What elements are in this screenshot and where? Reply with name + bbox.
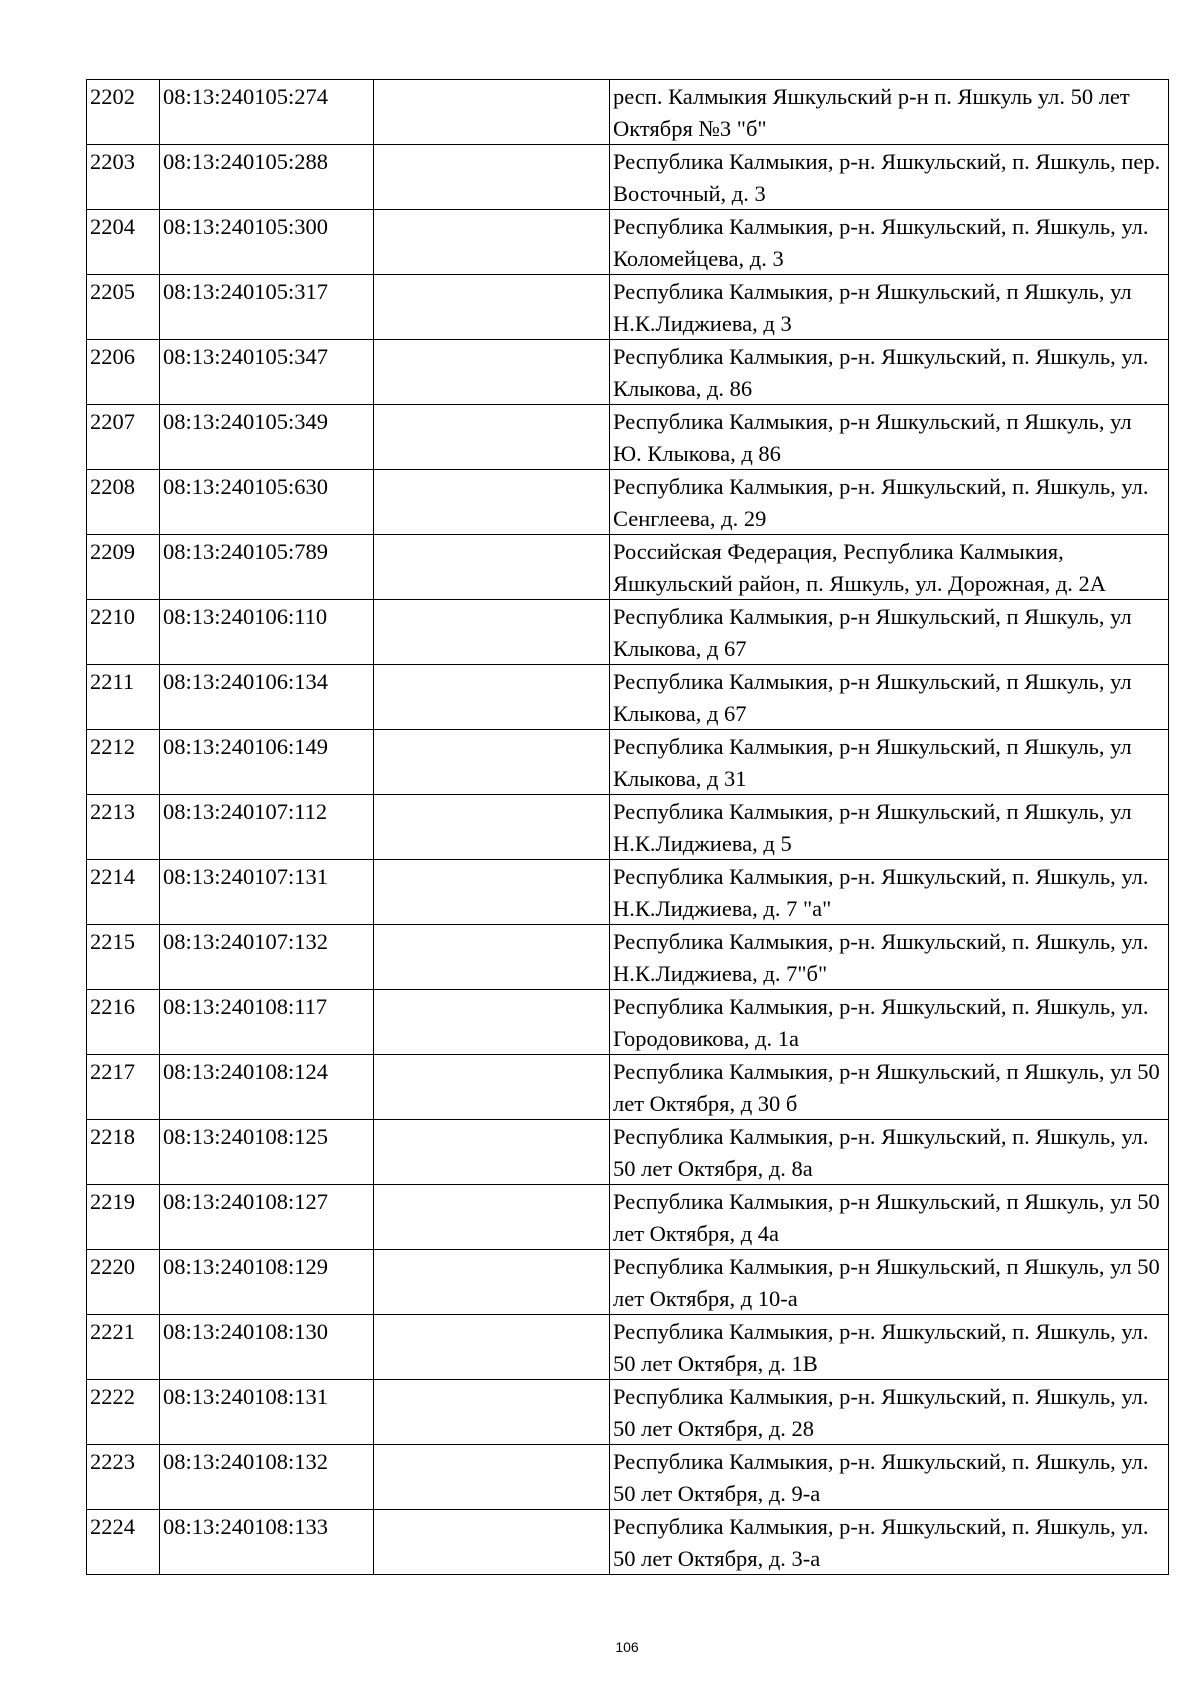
address-cell: Республика Калмыкия, р-н. Яшкульский, п. Яшкуль, ул. Н.К.Лиджиева, д. 7 "а": [610, 860, 1169, 925]
row-number-cell: 2222: [87, 1380, 160, 1445]
address-cell: Республика Калмыкия, р-н Яшкульский, п Яшкуль, ул Клыкова, д 31: [610, 730, 1169, 795]
empty-cell: [374, 730, 610, 795]
cadastral-number-cell: 08:13:240108:132: [160, 1445, 374, 1510]
row-number-cell: 2223: [87, 1445, 160, 1510]
empty-cell: [374, 405, 610, 470]
address-cell: Республика Калмыкия, р-н. Яшкульский, п. Яшкуль, ул. Клыкова, д. 86: [610, 340, 1169, 405]
row-number-cell: 2212: [87, 730, 160, 795]
table-row: [87, 1120, 1169, 1185]
page-number: 106: [615, 1639, 639, 1655]
table-row: [87, 145, 1169, 210]
empty-cell: [374, 80, 610, 145]
cadastral-number-cell: 08:13:240105:317: [160, 275, 374, 340]
table-row: [87, 210, 1169, 275]
row-number-cell: 2221: [87, 1315, 160, 1380]
address-cell: Республика Калмыкия, р-н Яшкульский, п Яшкуль, ул 50 лет Октября, д 4а: [610, 1185, 1169, 1250]
empty-cell: [374, 275, 610, 340]
address-cell: Республика Калмыкия, р-н. Яшкульский, п. Яшкуль, ул. Городовикова, д. 1а: [610, 990, 1169, 1055]
table-row: [87, 795, 1169, 860]
table-row: [87, 1445, 1169, 1510]
address-cell: Республика Калмыкия, р-н Яшкульский, п Яшкуль, ул Клыкова, д 67: [610, 665, 1169, 730]
cadastral-number-cell: 08:13:240108:133: [160, 1510, 374, 1575]
table-row: [87, 340, 1169, 405]
cadastral-number-cell: 08:13:240108:130: [160, 1315, 374, 1380]
empty-cell: [374, 860, 610, 925]
table-row: [87, 535, 1169, 600]
address-cell: Республика Калмыкия, р-н Яшкульский, п Яшкуль, ул Н.К.Лиджиева, д 5: [610, 795, 1169, 860]
table-row: [87, 1315, 1169, 1380]
empty-cell: [374, 340, 610, 405]
row-number-cell: 2208: [87, 470, 160, 535]
cadastral-number-cell: 08:13:240108:131: [160, 1380, 374, 1445]
row-number-cell: 2203: [87, 145, 160, 210]
empty-cell: [374, 535, 610, 600]
address-cell: Республика Калмыкия, р-н. Яшкульский, п. Яшкуль, ул. Н.К.Лиджиева, д. 7"б": [610, 925, 1169, 990]
table-row: [87, 1380, 1169, 1445]
address-cell: Республика Калмыкия, р-н Яшкульский, п Яшкуль, ул Ю. Клыкова, д 86: [610, 405, 1169, 470]
row-number-cell: 2211: [87, 665, 160, 730]
table-row: [87, 665, 1169, 730]
address-cell: Республика Калмыкия, р-н Яшкульский, п Яшкуль, ул Н.К.Лиджиева, д 3: [610, 275, 1169, 340]
cadastral-number-cell: 08:13:240106:149: [160, 730, 374, 795]
registry-body: [87, 80, 1169, 1575]
registry-table: [86, 79, 1169, 1575]
row-number-cell: 2205: [87, 275, 160, 340]
empty-cell: [374, 1055, 610, 1120]
cadastral-number-cell: 08:13:240106:134: [160, 665, 374, 730]
empty-cell: [374, 600, 610, 665]
cadastral-number-cell: 08:13:240105:347: [160, 340, 374, 405]
empty-cell: [374, 925, 610, 990]
address-cell: Республика Калмыкия, р-н. Яшкульский, п. Яшкуль, ул. 50 лет Октября, д. 28: [610, 1380, 1169, 1445]
empty-cell: [374, 1120, 610, 1185]
cadastral-number-cell: 08:13:240105:288: [160, 145, 374, 210]
table-row: [87, 470, 1169, 535]
cadastral-number-cell: 08:13:240108:129: [160, 1250, 374, 1315]
cadastral-number-cell: 08:13:240105:274: [160, 80, 374, 145]
row-number-cell: 2214: [87, 860, 160, 925]
row-number-cell: 2213: [87, 795, 160, 860]
address-cell: респ. Калмыкия Яшкульский р-н п. Яшкуль ул. 50 лет Октября №3 "б": [610, 80, 1169, 145]
table-row: [87, 925, 1169, 990]
row-number-cell: 2215: [87, 925, 160, 990]
address-cell: Республика Калмыкия, р-н. Яшкульский, п. Яшкуль, ул. 50 лет Октября, д. 8а: [610, 1120, 1169, 1185]
table-row: [87, 730, 1169, 795]
row-number-cell: 2207: [87, 405, 160, 470]
table-row: [87, 1185, 1169, 1250]
row-number-cell: 2204: [87, 210, 160, 275]
empty-cell: [374, 1380, 610, 1445]
cadastral-number-cell: 08:13:240107:112: [160, 795, 374, 860]
address-cell: Российская Федерация, Республика Калмыкия, Яшкульский район, п. Яшкуль, ул. Дорожная, д. 2А: [610, 535, 1169, 600]
address-cell: Республика Калмыкия, р-н. Яшкульский, п. Яшкуль, пер. Восточный, д. 3: [610, 145, 1169, 210]
table-row: [87, 1250, 1169, 1315]
empty-cell: [374, 795, 610, 860]
cadastral-number-cell: 08:13:240108:127: [160, 1185, 374, 1250]
row-number-cell: 2219: [87, 1185, 160, 1250]
row-number-cell: 2218: [87, 1120, 160, 1185]
cadastral-number-cell: 08:13:240105:630: [160, 470, 374, 535]
address-cell: Республика Калмыкия, р-н Яшкульский, п Яшкуль, ул Клыкова, д 67: [610, 600, 1169, 665]
address-cell: Республика Калмыкия, р-н. Яшкульский, п. Яшкуль, ул. 50 лет Октября, д. 9-а: [610, 1445, 1169, 1510]
row-number-cell: 2220: [87, 1250, 160, 1315]
address-cell: Республика Калмыкия, р-н Яшкульский, п Яшкуль, ул 50 лет Октября, д 30 б: [610, 1055, 1169, 1120]
row-number-cell: 2202: [87, 80, 160, 145]
cadastral-number-cell: 08:13:240106:110: [160, 600, 374, 665]
table-row: [87, 275, 1169, 340]
table-row: [87, 1055, 1169, 1120]
empty-cell: [374, 990, 610, 1055]
cadastral-number-cell: 08:13:240108:125: [160, 1120, 374, 1185]
table-row: [87, 405, 1169, 470]
empty-cell: [374, 1315, 610, 1380]
empty-cell: [374, 1510, 610, 1575]
row-number-cell: 2206: [87, 340, 160, 405]
table-row: [87, 990, 1169, 1055]
empty-cell: [374, 1445, 610, 1510]
row-number-cell: 2216: [87, 990, 160, 1055]
empty-cell: [374, 1185, 610, 1250]
address-cell: Республика Калмыкия, р-н. Яшкульский, п. Яшкуль, ул. Сенглеева, д. 29: [610, 470, 1169, 535]
table-row: [87, 860, 1169, 925]
cadastral-number-cell: 08:13:240108:124: [160, 1055, 374, 1120]
cadastral-number-cell: 08:13:240108:117: [160, 990, 374, 1055]
address-cell: Республика Калмыкия, р-н. Яшкульский, п. Яшкуль, ул. 50 лет Октября, д. 1В: [610, 1315, 1169, 1380]
empty-cell: [374, 145, 610, 210]
empty-cell: [374, 210, 610, 275]
empty-cell: [374, 665, 610, 730]
cadastral-number-cell: 08:13:240105:349: [160, 405, 374, 470]
row-number-cell: 2217: [87, 1055, 160, 1120]
cadastral-number-cell: 08:13:240105:789: [160, 535, 374, 600]
table-row: [87, 1510, 1169, 1575]
address-cell: Республика Калмыкия, р-н. Яшкульский, п. Яшкуль, ул. Коломейцева, д. 3: [610, 210, 1169, 275]
table-row: [87, 80, 1169, 145]
empty-cell: [374, 470, 610, 535]
cadastral-number-cell: 08:13:240107:132: [160, 925, 374, 990]
table-row: [87, 600, 1169, 665]
cadastral-number-cell: 08:13:240107:131: [160, 860, 374, 925]
row-number-cell: 2209: [87, 535, 160, 600]
address-cell: Республика Калмыкия, р-н Яшкульский, п Яшкуль, ул 50 лет Октября, д 10-а: [610, 1250, 1169, 1315]
empty-cell: [374, 1250, 610, 1315]
row-number-cell: 2224: [87, 1510, 160, 1575]
address-cell: Республика Калмыкия, р-н. Яшкульский, п. Яшкуль, ул. 50 лет Октября, д. 3-а: [610, 1510, 1169, 1575]
cadastral-number-cell: 08:13:240105:300: [160, 210, 374, 275]
row-number-cell: 2210: [87, 600, 160, 665]
